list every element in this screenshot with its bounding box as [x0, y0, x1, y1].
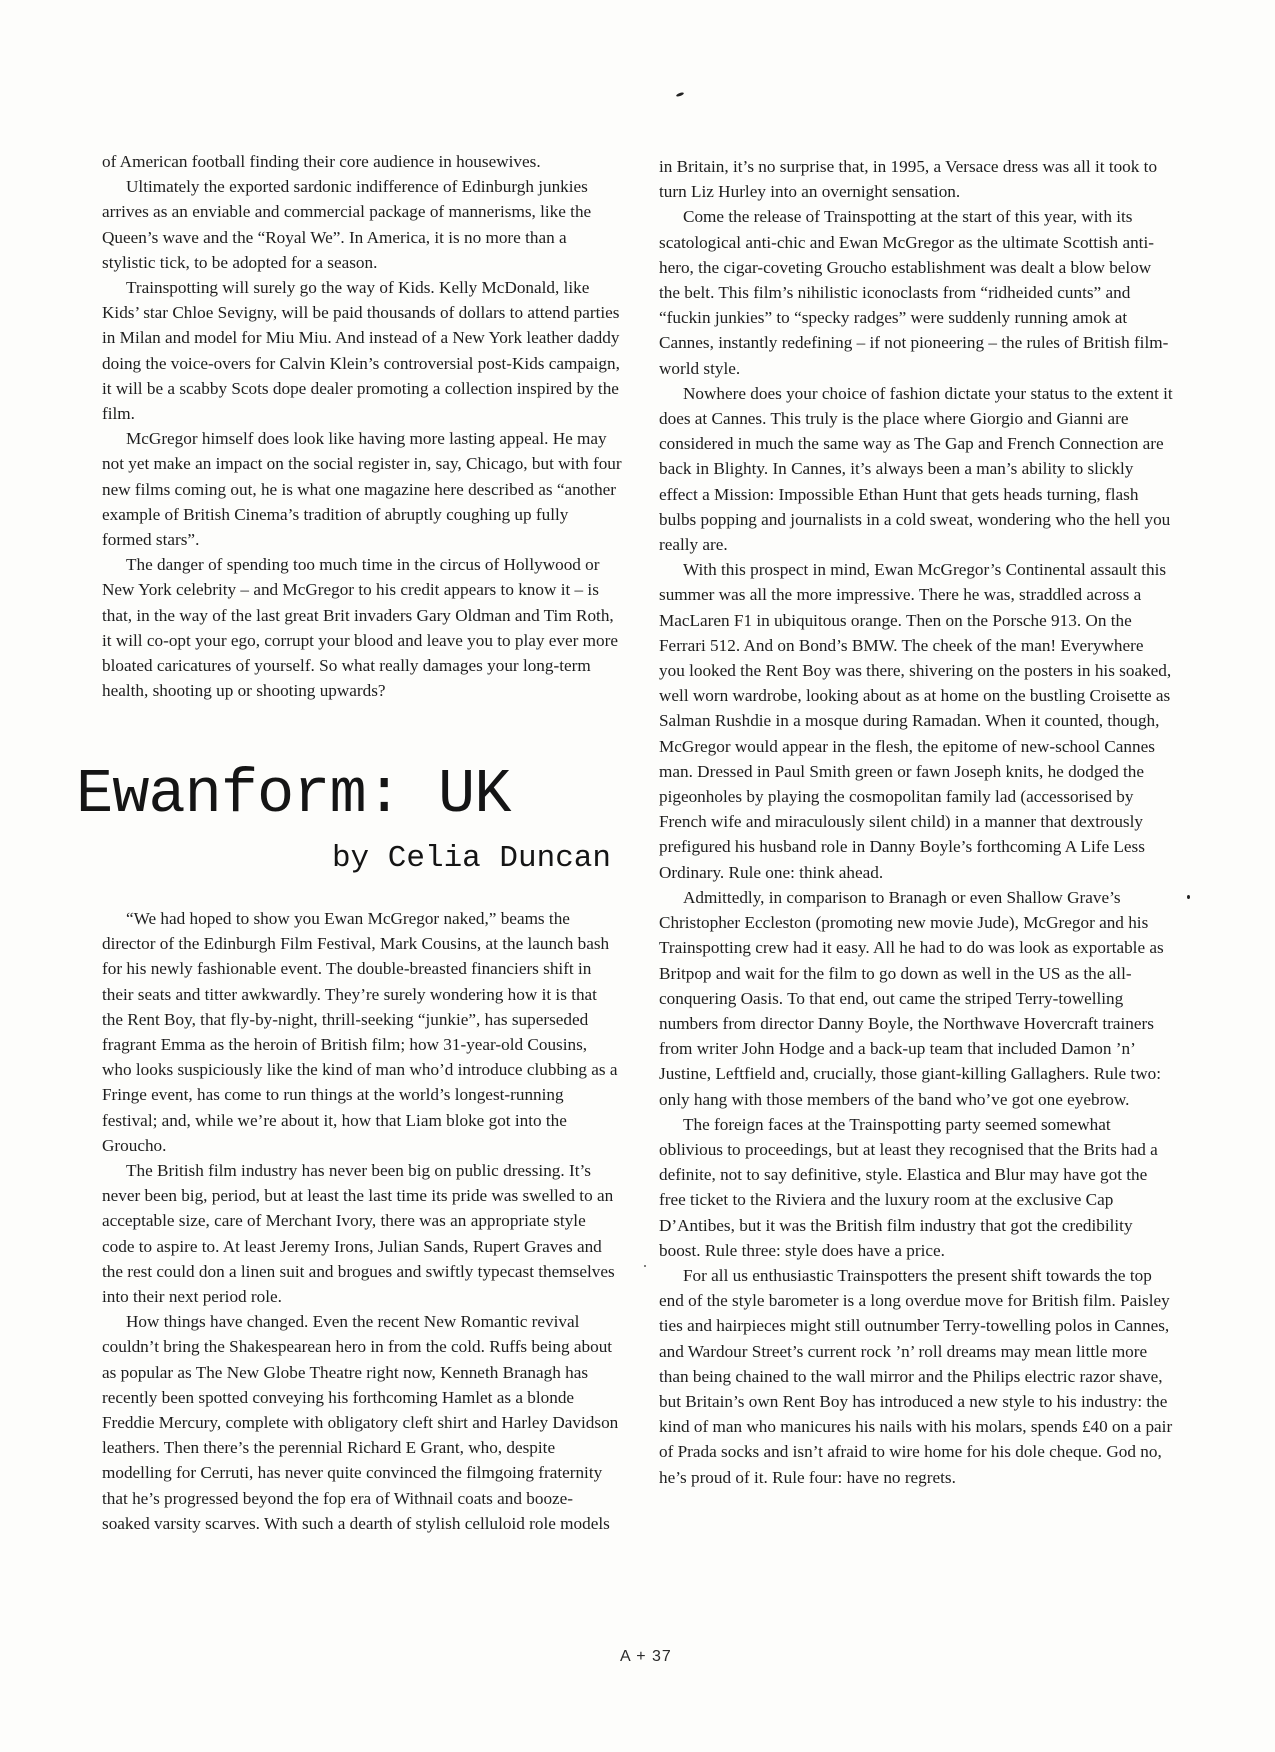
paragraph: McGregor himself does look like having more lasting appeal. He may not yet make an impact on the social register in, say, Chicago, but with four new films coming out, he is what one magazine here described as “another example of British Cinema’s tradition of abruptly coughing up fully formed stars”.	[102, 429, 622, 550]
paragraph: Admittedly, in comparison to Branagh or even Shallow Grave’s Christopher Eccleston (promoting new movie Jude), McGregor and his Trainspotting crew had it easy. All he had to do was look as exportable as Britpop and wait for the film to go down as well in the US as the all-conquering Oasis. To that end, out came the striped Terry-towelling numbers from director Danny Boyle, the Northwave Hovercraft trainers from writer John Hodge and a back-up team that included Damon ’n’ Justine, Leftfield and, crucially, those giant-killing Gallaghers. Rule two: only hang with those members of the band who’ve got one eyebrow.	[659, 887, 1164, 1109]
right-column	[659, 154, 1173, 1490]
page-number: A + 37	[620, 1648, 672, 1665]
print-speck	[1187, 895, 1190, 899]
left-column-bottom	[102, 906, 620, 1536]
paragraph: The foreign faces at the Trainspotting party seemed somewhat oblivious to proceedings, but at least they recognised that the Brits had a definite, not to say definitive, style. Elastica and Blur may have got the free ticket to the Riviera and the luxury room at the exclusive Cap D’Antibes, but it was the British film industry that got the credibility boost. Rule three: style does have a price.	[659, 1114, 1158, 1260]
paragraph: “We had hoped to show you Ewan McGregor naked,” beams the director of the Edinburgh Film Festival, Mark Cousins, at the launch bash for his newly fashionable event. The double-breasted financiers shift in their seats and titter awkwardly. They’re surely wondering how it is that the Rent Boy, that fly-by-night, thrill-seeking “junkie”, has superseded fragrant Emma as the heroin of British film; how 31-year-old Cousins, who looks suspiciously like the kind of man who’d introduce clubbing as a Fringe event, has come to run things at the world’s longest-running festival; and, while we’re about it, how that Liam bloke got into the Groucho.	[102, 909, 618, 1155]
paragraph: With this prospect in mind, Ewan McGregor’s Continental assault this summer was all the more impressive. There he was, straddled across a MacLaren F1 in ubiquitous orange. Then on the Porsche 913. On the Ferrari 512. And on Bond’s BMW. The cheek of the man! Everywhere you looked the Rent Boy was there, shivering on the posters in his soaked, well worn wardrobe, looking about as at home on the bustling Croisette as Salman Rushdie in a mosque during Ramadan. When it counted, though, McGregor would appear in the flesh, the epitome of new-school Cannes man. Dressed in Paul Smith green or fawn Joseph knits, he dodged the pigeonholes by playing the cosmopolitan family lad (accessorised by French wife and miraculously silent child) in a manner that dextrously prefigured his husband role in Danny Boyle’s forthcoming A Life Less Ordinary. Rule one: think ahead.	[659, 560, 1172, 882]
article-byline: by Celia Duncan	[331, 841, 611, 876]
paragraph: in Britain, it’s no surprise that, in 1995, a Versace dress was all it took to turn Liz Hurley into an overnight sensation.	[659, 157, 1158, 202]
paragraph: Come the release of Trainspotting at the start of this year, with its scatological anti-chic and Ewan McGregor as the ultimate Scottish anti-hero, the cigar-coveting Groucho establishment was dealt a blow below the belt. This film’s nihilistic iconoclasts from “ridheided cunts” and “fuckin junkies” to “specky radges” were suddenly running amok at Cannes, instantly redefining – if not pioneering – the rules of British film-world style.	[659, 207, 1169, 378]
paragraph: Trainspotting will surely go the way of Kids. Kelly McDonald, like Kids’ star Chloe Sevigny, will be paid thousands of dollars to attend parties in Milan and model for Miu Miu. And instead of a New York leather daddy doing the voice-overs for Calvin Klein’s controversial post-Kids campaign, it will be a scabby Scots dope dealer promoting a collection inspired by the film.	[102, 278, 620, 424]
paragraph: How things have changed. Even the recent New Romantic revival couldn’t bring the Shakespearean hero in from the cold. Ruffs being about as popular as The New Globe Theatre right now, Kenneth Branagh has recently been spotted conveying his forthcoming Hamlet as a blonde Freddie Mercury, complete with obligatory cleft shirt and Harley Davidson leathers. Then there’s the perennial Richard E Grant, who, despite modelling for Cerruti, has never quite convinced the filmgoing fraternity that he’s progressed beyond the fop era of Withnail coats and booze-soaked varsity scarves. With such a dearth of stylish celluloid role models	[102, 1312, 619, 1533]
paragraph: The danger of spending too much time in the circus of Hollywood or New York celebrity – and McGregor to his credit appears to know it – is that, in the way of the last great Brit invaders Gary Oldman and Tim Roth, it will co-opt your ego, corrupt your blood and leave you to play ever more bloated caricatures of yourself. So what really damages your long-term health, shooting up or shooting upwards?	[102, 555, 618, 701]
paragraph: The British film industry has never been big on public dressing. It’s never been big, period, but at least the last time its pride was swelled to an acceptable size, care of Merchant Ivory, there was an appropriate style code to aspire to. At least Jeremy Irons, Julian Sands, Rupert Graves and the rest could don a linen suit and brogues and swiftly typecast themselves into their next period role.	[102, 1161, 615, 1307]
paragraph: of American football finding their core audience in housewives.	[102, 152, 541, 171]
paragraph: Nowhere does your choice of fashion dictate your status to the extent it does at Cannes. This truly is the place where Giorgio and Gianni are considered in much the same way as The Gap and French Connection are back in Blighty. In Cannes, it’s always been a man’s ability to slickly effect a Mission: Impossible Ethan Hunt that gets heads turning, flash bulbs popping and journalists in a cold sweat, wondering who the hell you really are.	[659, 383, 1173, 555]
left-column-top	[102, 149, 622, 703]
print-speck	[676, 92, 685, 98]
paragraph: For all us enthusiastic Trainspotters the present shift towards the top end of the style barometer is a long overdue move for British film. Paisley ties and hairpieces might still outnumber Terry-towelling polos in Cannes, and Wardour Street’s current rock ’n’ roll dreams may mean little more than being chained to the wall mirror and the Philips electric razor shave, but Britain’s own Rent Boy has introduced a new style to his industry: the kind of man who manicures his nails with his molars, spends £40 on a pair of Prada socks and isn’t afraid to wire home for his dole cheque. God no, he’s proud of it. Rule four: have no regrets.	[659, 1265, 1173, 1487]
print-speck	[644, 1265, 646, 1267]
paragraph: Ultimately the exported sardonic indifference of Edinburgh junkies arrives as an enviable and commercial package of mannerisms, like the Queen’s wave and the “Royal We”. In America, it is no more than a stylistic tick, to be adopted for a season.	[102, 177, 592, 272]
article-headline: Ewanform: UK	[76, 759, 511, 830]
